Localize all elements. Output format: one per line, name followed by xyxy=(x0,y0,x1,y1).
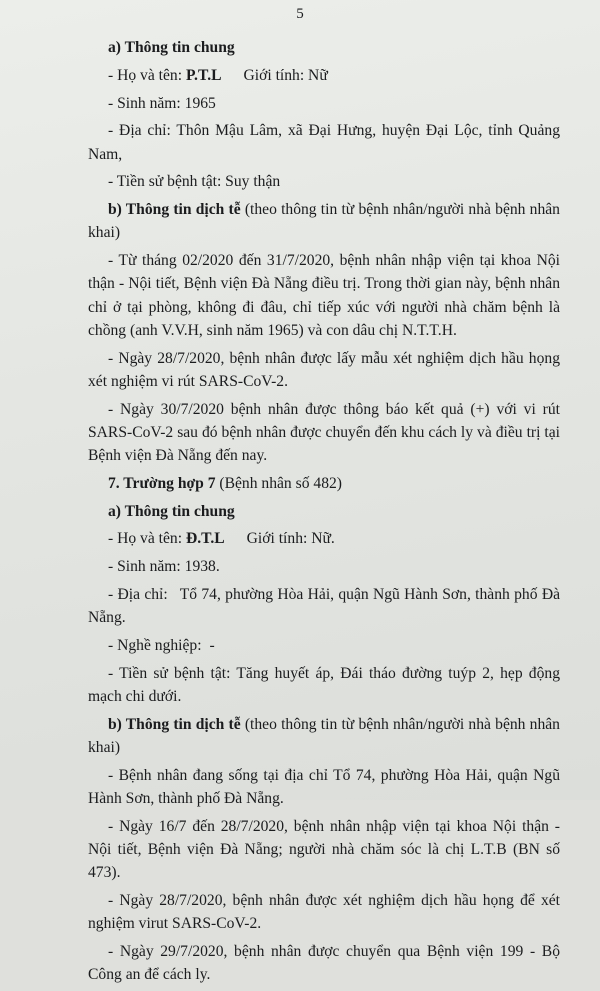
case7-occupation-line xyxy=(88,634,560,657)
case7-name-value: Đ.T.L xyxy=(185,530,225,548)
case6-name-value: P.T.L xyxy=(185,66,222,84)
page-number: 5 xyxy=(296,6,304,22)
case7-address-value: Tổ 74, phường Hòa Hải, quận Ngũ Hành Sơn, thành phố Đà Nẵng. xyxy=(88,585,561,627)
case7-gender: Giới tính: Nữ. xyxy=(246,530,335,548)
case7-epi-paragraph: - Bệnh nhân đang sống tại địa chỉ Tổ 74, phường Hòa Hải, quận Ngũ Hành Sơn, thành phố Đà Nẵng. xyxy=(88,766,560,807)
case7-epi-note: (theo thông tin từ bệnh nhân/người nhà bệnh nhân khai) xyxy=(88,715,560,756)
case7-occupation-label: - Nghề nghiệp: xyxy=(108,636,202,654)
case6-epi-paragraph: - Ngày 30/7/2020 bệnh nhân được thông báo kết quả (+) với vi rút SARS-CoV-2 sau đó bệnh nhân được chuyển đến khu cách ly và điều trị tại Bệnh viện Đà Nẵng đến nay. xyxy=(88,400,560,464)
case7-birth-year: - Sinh năm: 1938. xyxy=(108,558,220,576)
case6-epi-paragraph: - Ngày 28/7/2020, bệnh nhân được lấy mẫu xét nghiệm dịch hầu họng xét nghiệm vi rút SARS-CoV-2. xyxy=(88,349,560,390)
case7-epi-paragraph: - Ngày 16/7 đến 28/7/2020, bệnh nhân nhập viện tại khoa Nội thận - Nội tiết, Bệnh viện Đà Nẵng; người nhà chăm sóc là chị L.T.B (BN số 473). xyxy=(88,817,560,882)
case7-medical-history: - Tiền sử bệnh tật: Tăng huyết áp, Đái tháo đường tuýp 2, hẹp động mạch chi dưới. xyxy=(88,664,560,705)
case7-address-label: - Địa chỉ: xyxy=(108,585,168,603)
case6-epi-heading: b) Thông tin dịch tễ xyxy=(108,201,241,219)
case7-epi-heading: b) Thông tin dịch tễ xyxy=(108,715,241,733)
case6-epi-heading-line xyxy=(88,198,560,244)
page-content xyxy=(88,36,560,991)
case7-heading-note: (Bệnh nhân số 482) xyxy=(215,474,342,492)
case7-address-line xyxy=(88,583,560,629)
case7-occupation-value: - xyxy=(209,636,215,654)
case7-name-line xyxy=(88,527,560,550)
case6-epi-note: (theo thông tin từ bệnh nhân/người nhà bệnh nhân khai) xyxy=(88,201,560,242)
case7-heading: 7. Trường hợp 7 xyxy=(108,474,216,492)
case6-address: - Địa chỉ: Thôn Mậu Lâm, xã Đại Hưng, huyện Đại Lộc, tỉnh Quảng Nam, xyxy=(88,122,560,163)
case6-epi-paragraph: - Từ tháng 02/2020 đến 31/7/2020, bệnh nhân nhập viện tại khoa Nội thận - Nội tiết, Bệnh viện Đà Nẵng điều trị. Trong thời gian này, bệnh nhân chỉ ở tại phòng, không đi đâu, chỉ tiếp xúc với người nhà chăm bệnh là chồng (anh V.V.H, sinh năm 1965) và con dâu chị N.T.T.H. xyxy=(88,252,560,339)
case6-gender: Giới tính: Nữ xyxy=(243,66,328,84)
case7-epi-paragraph: - Ngày 29/7/2020, bệnh nhân được chuyển qua Bệnh viện 199 - Bộ Công an để cách ly. xyxy=(88,942,560,984)
case7-heading-line xyxy=(88,472,560,495)
case6-name-line xyxy=(88,64,560,87)
case7-epi-heading-line xyxy=(88,713,560,759)
case7-epi-paragraph: - Ngày 28/7/2020, bệnh nhân được xét nghiệm dịch hầu họng để xét nghiệm virut SARS-CoV-2. xyxy=(88,891,560,933)
case7-general-heading: a) Thông tin chung xyxy=(108,502,235,520)
case6-general-heading: a) Thông tin chung xyxy=(108,39,235,56)
case6-name-label: - Họ và tên: xyxy=(108,66,186,84)
case7-name-label: - Họ và tên: xyxy=(108,530,186,548)
case6-medical-history: - Tiền sử bệnh tật: Suy thận xyxy=(108,173,281,191)
case6-birth-year: - Sinh năm: 1965 xyxy=(108,94,216,112)
